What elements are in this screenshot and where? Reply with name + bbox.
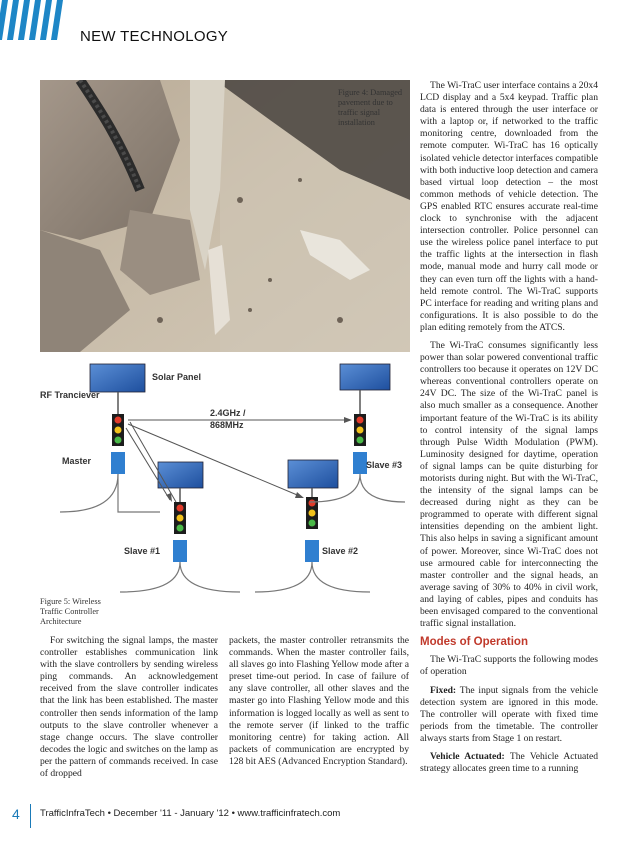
label-slave1: Slave #1 [124, 546, 161, 556]
right-paragraph-1: The Wi-TraC user interface contains a 20x4 LCD display and a 5x4 keypad. Traffic plan data is entered through the user interface or with a laptop or, if networked to the traffic monitoring centre, downloaded from the remote computer. Wi-TraC has 16 optically isolated vehicle detector interfaces compatible with both inductive loop detection and camera based virtual loop detection – the most common methods of vehicle detection. The GPS enabled RTC ensures accurate real-time clock to synchronise with the adjacent intersection controller. Police personnel can use the wireless police panel interface to put the traffic lights at the intersection in flash mode, manual mode and hurry call mode or they can even turn off the lights with a hand-held remote control. The Wi-TraC supports PC interface for reading and writing plans and configurations. It is also possible to do the plan editing remotely from the ATCS. [420, 80, 598, 333]
footer-text: TrafficInfraTech • December '11 - January '12 • www.trafficinfratech.com [40, 808, 341, 819]
right-paragraph-2: The Wi-TraC consumes significantly less power than solar powered conventional traffic controllers too because it operates on 12V DC whereas conventional controllers operate on 24V DC. The size of the Wi-TraC panel is also much smaller as a consequence. Another important feature of the Wi-TraC is its ability to control intensity of the signal lamps through Pulse Width Modulation (PWM). Luminosity designed for daytime, operation of signal lamps can be quite disturbing for motorists during night. But with the Wi-TraC, the intensity of the signal lamps can be decreased during night as they can be programmed to operate with different signal intensities depending on the ambient light. This also helps in saving a significant amount of power. Moreover, since Wi-TraC does not use armoured cable for interconnecting the master controller and the signal heads, an average saving of 30% to 40% in civil work, and laying of cables, pipes and conduits has been envisaged compared to the conventional traffic signal installation. [420, 339, 598, 630]
middle-paragraph-1: packets, the master controller retransmits the commands. When the master controller fails, all slaves go into Flashing Yellow mode after a preset time-out period. In case of failure of any slave controller, all other slaves and the master go into Flashing Yellow mode and this information is logged locally as well as sent to the remote server (if linked to the traffic monitoring centre) for taking action. All packets of communication are encrypted by 128 bit AES (Advanced Encryption Standard). [229, 635, 409, 767]
signal-head-slave2 [305, 497, 319, 562]
solar-panel-slave2 [288, 460, 338, 488]
figure5-caption: Figure 5: Wireless Traffic Controller Architecture [40, 597, 101, 626]
label-slave2: Slave #2 [322, 546, 359, 556]
page-footer [0, 800, 638, 830]
solar-panel-master [90, 364, 145, 392]
label-solar-panel: Solar Panel [152, 372, 202, 382]
vehicle-actuated-text: The Vehicle Actuated strategy allocates green time to a running [420, 750, 598, 775]
right-paragraph-3: The Wi-TraC supports the following modes of operation [420, 654, 598, 678]
figure4-caption: Figure 4: Damaged pavement due to traffic signal installation [338, 88, 403, 127]
fixed-mode-label: Fixed: [430, 684, 457, 696]
signal-head-master [111, 414, 125, 474]
modes-heading: Modes of Operation [420, 636, 528, 649]
solar-panel-slave3 [340, 364, 390, 390]
section-label: NEW TECHNOLOGY [80, 28, 229, 45]
signal-head-slave1 [173, 502, 187, 562]
label-frequency-2: 868MHz [210, 420, 244, 430]
vehicle-actuated-paragraph [420, 751, 598, 775]
left-column [40, 635, 218, 786]
page-number: 4 [12, 806, 20, 822]
header-stripes-decoration [0, 0, 72, 40]
label-master: Master [62, 456, 92, 466]
label-rf-tranciever: RF Tranciever [40, 390, 100, 400]
vehicle-actuated-label: Vehicle Actuated: [430, 750, 505, 762]
fixed-mode-paragraph [420, 685, 598, 745]
label-slave3: Slave #3 [366, 460, 403, 470]
footer-divider [30, 804, 31, 828]
signal-head-slave3 [353, 414, 367, 474]
fixed-mode-text: The input signals from the vehicle detection system are ignored in this mode. The controller will operate with fixed time periods from the timetable. The controller always starts from Stage 1 on restart. [420, 684, 598, 744]
solar-panel-slave1 [158, 462, 203, 488]
right-column [420, 80, 598, 781]
left-paragraph-1: For switching the signal lamps, the master controller establishes communication link with the slave controllers by sending wireless ping commands. An acknowledgement received from the slave controller indicates that the link has been established. The master controller then sends information of the lamp outputs to the slave controller whenever a stage change occurs. The slave controller decodes the logic and switches on the lamp as per the pattern of commands received. In case of dropped [40, 635, 218, 780]
wireless-architecture-diagram [40, 362, 410, 620]
label-frequency-1: 2.4GHz / [210, 408, 246, 418]
middle-column [229, 635, 409, 774]
